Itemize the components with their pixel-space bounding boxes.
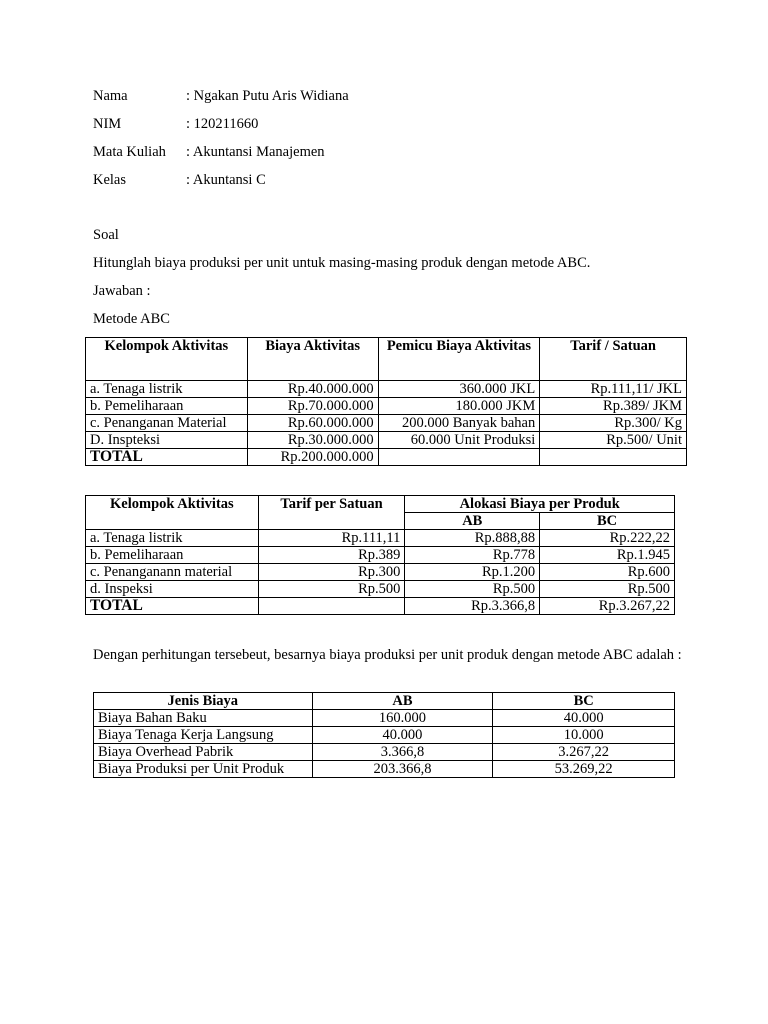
table-row (86, 432, 687, 449)
cell: 160.000 (312, 710, 493, 727)
table-row (86, 415, 687, 432)
subheader-ab: AB (405, 513, 540, 530)
table-row (94, 727, 675, 744)
conclusion-text: Dengan perhitungan tersebeut, besarnya biaya produksi per unit produk dengan metode ABC adalah : (93, 647, 682, 663)
table-header-row (94, 693, 675, 710)
table-total-row (86, 598, 675, 615)
cell: Rp.222,22 (540, 530, 675, 547)
answer-label: Jawaban : (93, 283, 151, 299)
cell: Rp.500 (540, 581, 675, 598)
table-row (86, 581, 675, 598)
cell: c. Penanganan Material (86, 415, 248, 432)
info-value: : 120211660 (186, 116, 259, 132)
cell: Rp.300/ Kg (540, 415, 687, 432)
cell: Rp.389/ JKM (540, 398, 687, 415)
cell: 53.269,22 (493, 761, 675, 778)
cell: a. Tenaga listrik (86, 530, 259, 547)
cell: Rp.30.000.000 (247, 432, 378, 449)
header-tarif: Tarif per Satuan (258, 496, 405, 530)
activity-cost-table (85, 337, 687, 466)
header-jenis: Jenis Biaya (94, 693, 313, 710)
table-row (94, 761, 675, 778)
cell: Rp.60.000.000 (247, 415, 378, 432)
cell: 10.000 (493, 727, 675, 744)
cell: 40.000 (312, 727, 493, 744)
table-row (94, 710, 675, 727)
question-text: Hitunglah biaya produksi per unit untuk masing-masing produk dengan metode ABC. (93, 255, 591, 271)
cell: Rp.70.000.000 (247, 398, 378, 415)
cell (258, 598, 405, 615)
info-label: Nama (93, 88, 128, 104)
cell: 40.000 (493, 710, 675, 727)
cell: Rp.111,11 (258, 530, 405, 547)
table-header-row (86, 338, 687, 381)
table-row (86, 398, 687, 415)
cell: Rp.500 (405, 581, 540, 598)
table-row (86, 564, 675, 581)
cell: Rp.1.945 (540, 547, 675, 564)
table-total-row (86, 449, 687, 466)
cell: Rp.888,88 (405, 530, 540, 547)
cell: Rp.778 (405, 547, 540, 564)
cell: Rp.111,11/ JKL (540, 381, 687, 398)
cell (540, 449, 687, 466)
table-row (86, 547, 675, 564)
header-bc: BC (493, 693, 675, 710)
cell: 3.267,22 (493, 744, 675, 761)
cell: 200.000 Banyak bahan (378, 415, 540, 432)
table-row (86, 530, 675, 547)
cost-allocation-table (85, 495, 675, 615)
header-biaya: Biaya Aktivitas (247, 338, 378, 381)
cell: c. Penanganann material (86, 564, 259, 581)
cell: a. Tenaga listrik (86, 381, 248, 398)
cell: 3.366,8 (312, 744, 493, 761)
info-label: Mata Kuliah (93, 144, 166, 160)
header-kelompok: Kelompok Aktivitas (86, 338, 248, 381)
cell: Rp.389 (258, 547, 405, 564)
unit-cost-table (93, 692, 675, 778)
header-kelompok: Kelompok Aktivitas (86, 496, 259, 530)
cell: Biaya Tenaga Kerja Langsung (94, 727, 313, 744)
total-value: Rp.200.000.000 (247, 449, 378, 466)
cell: Rp.600 (540, 564, 675, 581)
total-label: TOTAL (86, 598, 259, 615)
cell: Biaya Bahan Baku (94, 710, 313, 727)
table-header-row (86, 496, 675, 513)
cell: 360.000 JKL (378, 381, 540, 398)
cell: Rp.500 (258, 581, 405, 598)
cell: d. Inspeksi (86, 581, 259, 598)
info-value: : Ngakan Putu Aris Widiana (186, 88, 349, 104)
table-row (94, 744, 675, 761)
header-pemicu: Pemicu Biaya Aktivitas (378, 338, 540, 381)
cell: Rp.1.200 (405, 564, 540, 581)
cell: b. Pemeliharaan (86, 398, 248, 415)
question-heading: Soal (93, 227, 119, 243)
cell: 60.000 Unit Produksi (378, 432, 540, 449)
cell: Rp.300 (258, 564, 405, 581)
subheader-bc: BC (540, 513, 675, 530)
header-tarif: Tarif / Satuan (540, 338, 687, 381)
cell: Biaya Overhead Pabrik (94, 744, 313, 761)
cell: 180.000 JKM (378, 398, 540, 415)
cell: Biaya Produksi per Unit Produk (94, 761, 313, 778)
info-value: : Akuntansi C (186, 172, 266, 188)
cell: Rp.40.000.000 (247, 381, 378, 398)
header-ab: AB (312, 693, 493, 710)
total-bc: Rp.3.267,22 (540, 598, 675, 615)
cell: Rp.500/ Unit (540, 432, 687, 449)
table-row (86, 381, 687, 398)
info-value: : Akuntansi Manajemen (186, 144, 325, 160)
header-alokasi: Alokasi Biaya per Produk (405, 496, 675, 513)
info-label: NIM (93, 116, 122, 132)
cell: b. Pemeliharaan (86, 547, 259, 564)
total-ab: Rp.3.366,8 (405, 598, 540, 615)
method-label: Metode ABC (93, 311, 170, 327)
total-label: TOTAL (86, 449, 248, 466)
info-label: Kelas (93, 172, 127, 188)
cell: D. Inspteksi (86, 432, 248, 449)
cell: 203.366,8 (312, 761, 493, 778)
cell (378, 449, 540, 466)
